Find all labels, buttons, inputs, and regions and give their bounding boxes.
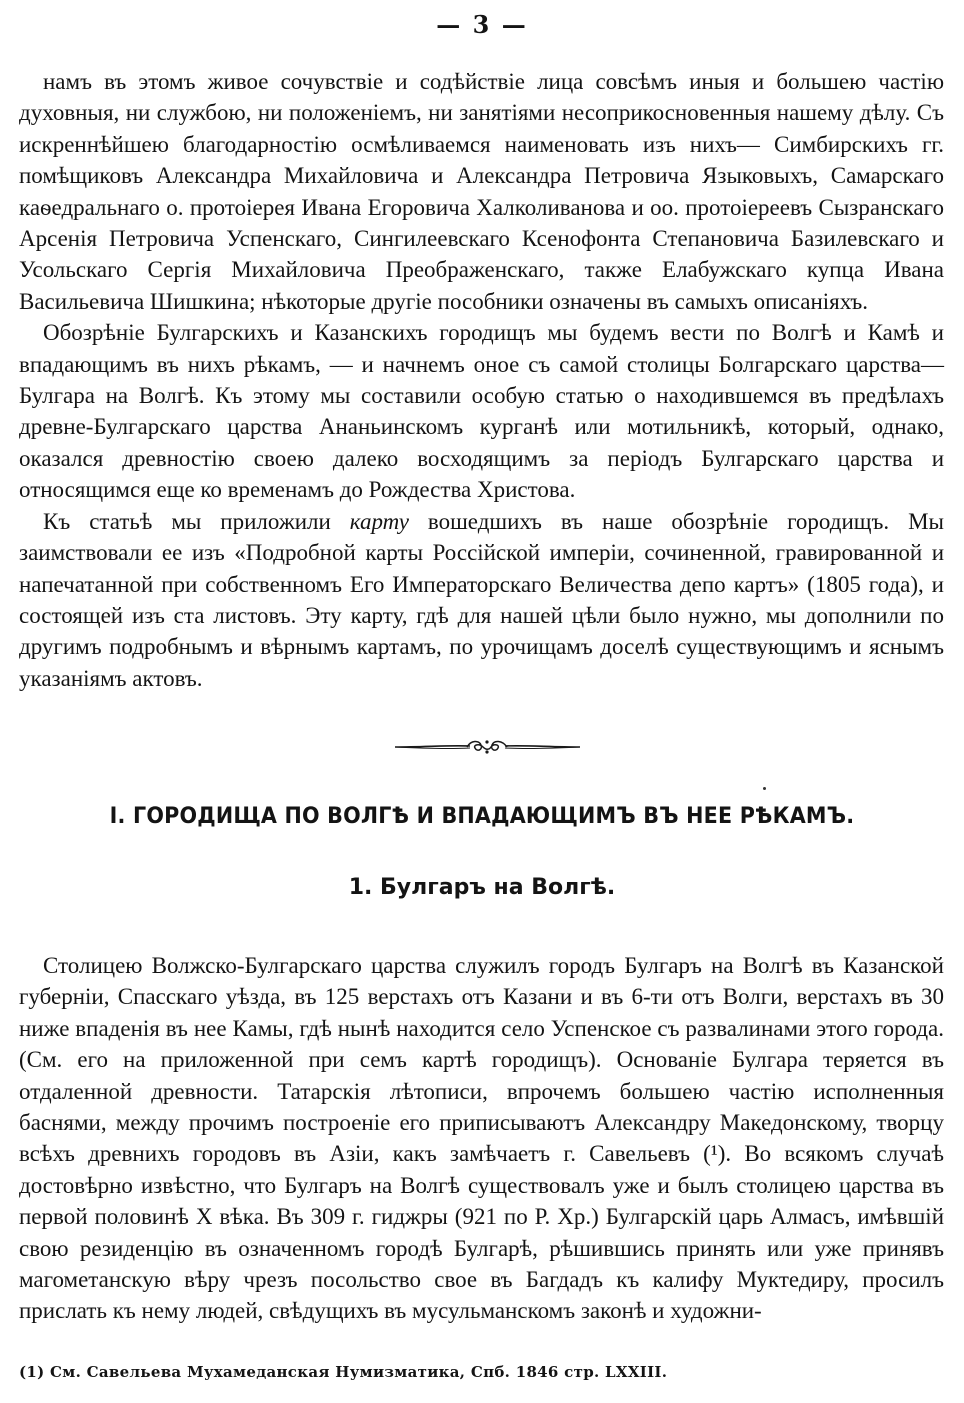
emphasis-text: карту <box>349 508 409 534</box>
flourish-ornament-icon <box>395 736 580 758</box>
section-heading: 1. Булгаръ на Волгѣ. <box>348 875 616 900</box>
footnote: (1) См. Савельева Мухамеданская Нумизматика, Спб. 1846 стр. LXXIII. <box>19 1363 668 1381</box>
preface-text <box>19 66 944 694</box>
page-number: — 3 — <box>436 10 528 39</box>
section-text <box>19 950 944 1327</box>
print-speck <box>763 787 766 790</box>
text-run: Къ статьѣ мы приложили <box>43 508 350 534</box>
paragraph: Обозрѣніе Булгарскихъ и Казанскихъ городищъ мы будемъ вести по Волгѣ и Камѣ и впадающимъ въ нихъ рѣкамъ, — и начнемъ оное съ самой столицы Болгарскаго царства—Булгара на Волгѣ. Къ этому мы составили особую статью о находившемся въ предѣлахъ древне-Булгарскаго царства Ананьинскомъ курганѣ или мотильникѣ, который, однако, оказался древностію своею далеко восходящимъ за періодъ Булгарскаго царства и относящимся еще ко временамъ до Рождества Христова. <box>19 320 944 503</box>
chapter-heading: I. ГОРОДИЩА ПО ВОЛГѢ И ВПАДАЮЩИМЪ ВЪ НЕЕ РѢКАМЪ. <box>109 804 855 829</box>
paragraph <box>19 506 944 694</box>
text-run: вошедшихъ въ наше обозрѣніе городищъ. Мы заимствовали ее изъ «Подробной карты Россійской имперіи, сочиненной, гравированной и напечатанной при собственномъ Его Императорскаго Величества депо картъ» (1805 года), и состоящей изъ ста листовъ. Эту карту, гдѣ для нашей цѣли было нужно, мы дополнили по другимъ подробнымъ и вѣрнымъ картамъ, по урочищамъ доселѣ существующимъ и яснымъ указаніямъ актовъ. <box>19 508 945 691</box>
paragraph: Столицею Волжско-Булгарскаго царства служилъ городъ Булгаръ на Волгѣ въ Казанской губерніи, Спасскаго уѣзда, въ 125 верстахъ отъ Казани и въ 6-ти отъ Волги, верстахъ въ 30 ниже впаденія въ нее Камы, гдѣ нынѣ находится село Успенское съ развалинами этого города. (См. его на приложенной при семъ картѣ городищъ). Основаніе Булгара теряется въ отдаленной древности. Татарскія лѣтописи, впрочемъ большею частію исполненныя баснями, между прочимъ построеніе его приписываютъ Александру Македонскому, творцу всѣхъ древнихъ городовъ въ Азіи, какъ замѣчаетъ г. Савельевъ (¹). Во всякомъ случаѣ достовѣрно извѣстно, что Булгаръ на Волгѣ существовалъ уже и былъ столицею царства въ первой половинѣ X вѣка. Въ 309 г. гиджры (921 по Р. Хр.) Булгарскій царь Алмасъ, имѣвшій свою резиденцію въ означенномъ городѣ Булгарѣ, рѣшившись принять или уже принявъ магометанскую вѣру чрезъ посольство свое въ Багдадъ къ калифу Муктедиру, просилъ прислать къ нему людей, свѣдущихъ въ мусульманскомъ законѣ и художни- <box>19 953 944 1324</box>
paragraph: намъ въ этомъ живое сочувствіе и содѣйствіе лица совсѣмъ иныя и большею частію духовныя, ни службою, ни положеніемъ, ни занятіями несоприкосновенныя нашему дѣлу. Съ искреннѣйшею благодарностію осмѣливаемся наименовать изъ нихъ— Симбирскихъ гг. помѣщиковъ Александра Михайловича и Александра Петровича Языковыхъ, Самарскаго каѳедральнаго о. протоіерея Ивана Егоровича Халколиванова и оо. протоіереевъ Сызранскаго Арсенія Петровича Успенскаго, Сингилеевскаго Ксенофонта Степановича Базилевскаго и Усольскаго Сергія Михайловича Преображенскаго, также Елабужскаго купца Ивана Васильевича Шишкина; нѣкоторые другіе пособники означены въ самыхъ описаніяхъ. <box>19 69 944 314</box>
